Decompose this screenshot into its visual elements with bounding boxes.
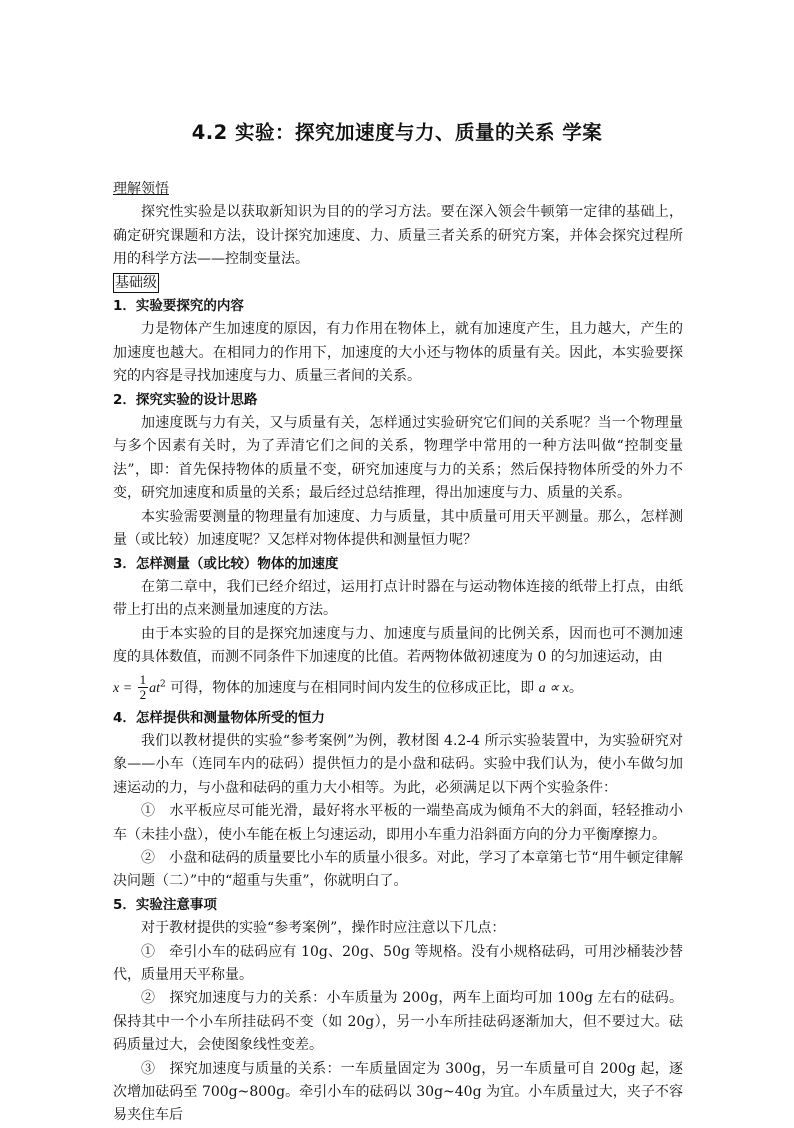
section-2-paragraph-2: 本实验需要测量的物理量有加速度、力与质量，其中质量可用天平测量。那么，怎样测量（或比较）加速度呢？又怎样对物体提供和测量恒力呢？ [113,508,683,549]
section-4-condition-2: ② 小盘和砝码的质量要比小车的质量小很多。对此，学习了本章第七节“用牛顿定律解决问题（二）”中的“超重与失重”，你就明白了。 [113,849,683,890]
section-5-paragraph: 对于教材提供的实验“参考案例”，操作时应注意以下几点： [141,920,506,937]
section-1-paragraph: 力是物体产生加速度的原因，有力作用在物体上，就有加速度产生，且力越大，产生的加速度也越大。在相同力的作用下，加速度的大小还与物体的质量有关。因此，本实验要探究的内容是寻找加速度与力、质量三者间的关系。 [113,321,683,385]
section-4-condition-1: ① 水平板应尽可能光滑，最好将水平板的一端垫高成为倾角不大的斜面，轻轻推动小车（未挂小盘），使小车能在板上匀速运动，即用小车重力沿斜面方向的分力平衡摩擦力。 [113,803,683,843]
intro-label: 理解领悟 [113,181,169,197]
formula-end: 。 [568,679,583,696]
fraction-numerator: 1 [139,672,147,688]
proportion-expression: a ∝ x [538,680,569,696]
formula-lhs: x = [113,680,133,696]
basic-level-label: 基础级 [115,274,157,291]
section-5-note-3: ③ 探究加速度与质量的关系：一车质量固定为 300g，另一车质量可自 200g 起，逐次增加砝码至 700g~800g。牵引小车的砝码以 30g~40g 为宜。小车质量过大，夹子不容易夹住车后 [113,1060,683,1124]
section-1-heading: 1．实验要探究的内容 [113,298,244,315]
fraction-denominator: 2 [139,687,147,703]
page-title: 4.2 实验：探究加速度与力、质量的关系 学案 [191,121,603,144]
formula-exponent: 2 [160,678,166,689]
section-5-note-2: ② 探究加速度与力的关系：小车质量为 200g，两车上面均可加 100g 左右的砝码。保持其中一个小车所挂砝码不变（如 20g），另一小车所挂砝码逐渐加大，但不要过大。砝码质量过大，会使图象线性变差。 [113,990,683,1054]
section-5-note-1: ① 牵引小车的砝码应有 10g、20g、50g 等规格。没有小规格砝码，可用沙桶装沙替代，质量用天平称量。 [113,943,683,983]
document-body [113,178,683,1128]
section-3-paragraph-2: 由于本实验的目的是探究加速度与力、加速度与质量间的比例关系，因而也可不测加速度的具体数值，而测不同条件下加速度的比值。若两物体做初速度为 0 的匀加速运动，由 [113,625,683,666]
formula-rhs: at [149,680,161,696]
section-4-paragraph: 我们以教材提供的实验“参考案例”为例，教材图 4.2-4 所示实验装置中，为实验研究对象——小车（连同车内的砝码）提供恒力的是小盘和砝码。实验中我们认为，使小车做匀加速运动的力，与小盘和砝码的重力大小相等。为此，必须满足以下两个实验条件： [113,732,683,796]
section-2-heading: 2．探究实验的设计思路 [113,391,258,408]
formula-line [113,670,683,707]
intro-paragraph: 探究性实验是以获取新知识为目的的学习方法。要在深入领会牛顿第一定律的基础上，确定研究课题和方法，设计探究加速度、力、质量三者关系的研究方案，并体会探究过程所用的科学方法——控制变量法。 [113,204,683,268]
section-2-paragraph-1: 加速度既与力有关，又与质量有关，怎样通过实验研究它们间的关系呢？当一个物理量与多个因素有关时，为了弄清它们之间的关系，物理学中常用的一种方法叫做“控制变量法”，即：首先保持物体的质量不变，研究加速度与力的关系；然后保持物体所受的外力不变，研究加速度和质量的关系；最后经过总结推理，得出加速度与力、质量的关系。 [113,415,683,502]
section-4-heading: 4．怎样提供和测量物体所受的恒力 [113,709,325,726]
formula-conclusion: 可得，物体的加速度与在相同时间内发生的位移成正比，即 [170,679,535,696]
section-3-heading: 3．怎样测量（或比较）物体的加速度 [113,555,339,572]
section-5-heading: 5．实验注意事项 [113,896,217,913]
formula-fraction [138,673,149,702]
section-3-paragraph-1: 在第二章中，我们已经介绍过，运用打点计时器在与运动物体连接的纸带上打点，由纸带上打出的点来测量加速度的方法。 [113,578,683,619]
